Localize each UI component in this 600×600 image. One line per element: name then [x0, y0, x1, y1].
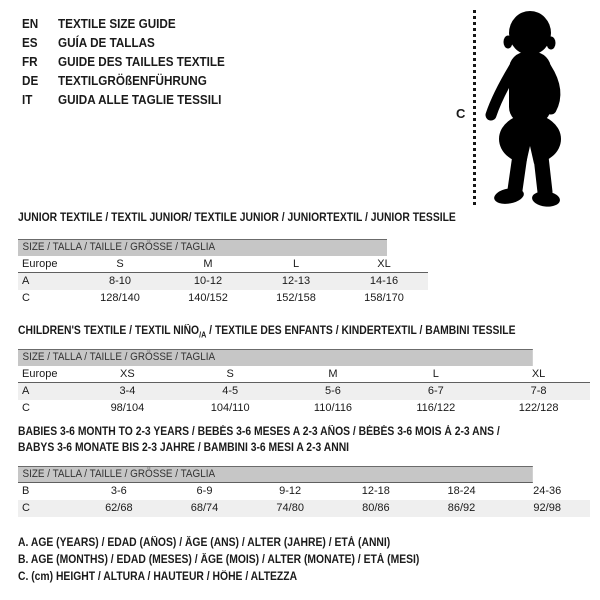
children-size-table [18, 349, 590, 417]
lang-code: ES [22, 35, 38, 50]
junior-section-title: JUNIOR TEXTILE / TEXTIL JUNIOR/ TEXTILE JUNIOR / JUNIORTEXTIL / JUNIOR TESSILE [18, 212, 456, 224]
lang-code: EN [22, 16, 39, 31]
lang-row-de [22, 71, 225, 90]
value-cell: 128/140 [100, 292, 140, 304]
table-head-row [18, 366, 590, 383]
col-header: S [226, 368, 234, 380]
lang-label: GUIDE DES TAILLES TEXTILE [58, 54, 225, 69]
col-header: L [432, 368, 439, 380]
lang-label: GUÍA DE TALLAS [58, 35, 155, 50]
note-c: C. (cm) HEIGHT / ALTURA / HAUTEUR / HÖHE / ALTEZZA [18, 571, 298, 583]
junior-size-table [18, 239, 428, 307]
baby-silhouette [484, 6, 576, 208]
babies-size-table [18, 466, 590, 517]
lang-code: DE [22, 73, 39, 88]
value-cell: 116/122 [416, 402, 456, 414]
lang-row-en [22, 14, 225, 33]
value-cell: 5-6 [325, 385, 341, 397]
lang-label: TEXTILGRÖßENFÜHRUNG [58, 73, 207, 88]
value-cell: 3-4 [119, 385, 136, 397]
col-header: M [203, 258, 213, 270]
col-header: M [328, 368, 338, 380]
size-header-bar: SIZE / TALLA / TAILLE / GRÖSSE / TAGLIA [18, 466, 533, 483]
lang-code: IT [22, 92, 33, 107]
lang-row-fr [22, 52, 225, 71]
value-cell: 18-24 [447, 485, 476, 497]
lang-code: FR [22, 54, 38, 69]
note-b: B. AGE (MONTHS) / EDAD (MESES) / ÂGE (MOIS) / ALTER (MONATE) / ETÀ (MESI) [18, 554, 420, 566]
col-header: S [116, 258, 124, 270]
row-label: Europe [22, 368, 58, 380]
value-cell: 10-12 [193, 275, 223, 287]
babies-title-line2: BABYS 3-6 MONATE BIS 2-3 JAHRE / BAMBINI 3-6 MESI A 2-3 ANNI [18, 442, 350, 454]
value-cell: 6-7 [427, 385, 444, 397]
size-header-bar: SIZE / TALLA / TAILLE / GRÖSSE / TAGLIA [18, 349, 533, 366]
table-row-age [18, 383, 590, 400]
value-cell: 4-5 [222, 385, 239, 397]
babies-title-line1: BABIES 3-6 MONTH TO 2-3 YEARS / BEBÉS 3-6 MESES A 2-3 AÑOS / BÉBÉS 3-6 MOIS À 2-3 ANS / [18, 426, 500, 438]
title-subscript: /A [199, 330, 207, 340]
lang-row-it [22, 90, 225, 109]
table-row-height [18, 290, 428, 307]
table-row-age [18, 273, 428, 290]
value-cell: 9-12 [279, 485, 302, 497]
value-cell: 104/110 [210, 402, 250, 414]
value-cell: 74/80 [276, 502, 304, 514]
row-label: B [22, 485, 30, 497]
col-header: L [292, 258, 300, 270]
size-header-bar: SIZE / TALLA / TAILLE / GRÖSSE / TAGLIA [18, 239, 387, 256]
value-cell: 24-36 [533, 485, 562, 497]
value-cell: 7-8 [530, 385, 547, 397]
row-label: A [22, 385, 30, 397]
language-title-list [22, 14, 225, 109]
value-cell: 62/68 [105, 502, 133, 514]
value-cell: 158/170 [364, 292, 404, 304]
children-section-title [18, 325, 516, 341]
row-label: C [22, 502, 30, 514]
table-row-height [18, 400, 590, 417]
row-label: C [22, 292, 30, 304]
col-header: XL [377, 258, 391, 270]
value-cell: 86/92 [447, 502, 476, 514]
col-header: XL [531, 368, 546, 380]
table-row-months [18, 483, 590, 500]
babies-section-title [18, 424, 553, 456]
value-cell: 14-16 [369, 275, 399, 287]
value-cell: 3-6 [110, 485, 127, 497]
height-dotted-line [473, 10, 476, 206]
lang-row-es [22, 33, 225, 52]
value-cell: 152/158 [276, 292, 316, 304]
row-label: C [22, 402, 30, 414]
value-cell: 6-9 [196, 485, 213, 497]
value-cell: 98/104 [110, 402, 145, 414]
table-row-height [18, 500, 590, 517]
value-cell: 8-10 [108, 275, 132, 287]
title-text: / TEXTILE DES ENFANTS / KINDERTEXTIL / BAMBINI TESSILE [206, 325, 516, 337]
note-a: A. AGE (YEARS) / EDAD (AÑOS) / ÂGE (ANS) / ALTER (JAHRE) / ETÀ (ANNI) [18, 537, 391, 549]
title-text: CHILDREN'S TEXTILE / TEXTIL NIÑO [18, 325, 200, 337]
value-cell: 110/116 [313, 402, 353, 414]
value-cell: 12-13 [281, 275, 311, 287]
value-cell: 122/128 [518, 402, 559, 414]
row-label: A [22, 275, 30, 287]
value-cell: 12-18 [361, 485, 390, 497]
value-cell: 68/74 [190, 502, 219, 514]
height-marker-label: C [456, 106, 466, 121]
row-label: Europe [22, 258, 58, 270]
lang-label: GUIDA ALLE TAGLIE TESSILI [58, 92, 222, 107]
value-cell: 140/152 [188, 292, 228, 304]
value-cell: 80/86 [362, 502, 390, 514]
legend-notes [18, 535, 464, 586]
lang-label: TEXTILE SIZE GUIDE [58, 16, 176, 31]
value-cell: 92/98 [533, 502, 561, 514]
table-head-row [18, 256, 428, 273]
col-header: XS [120, 368, 135, 380]
